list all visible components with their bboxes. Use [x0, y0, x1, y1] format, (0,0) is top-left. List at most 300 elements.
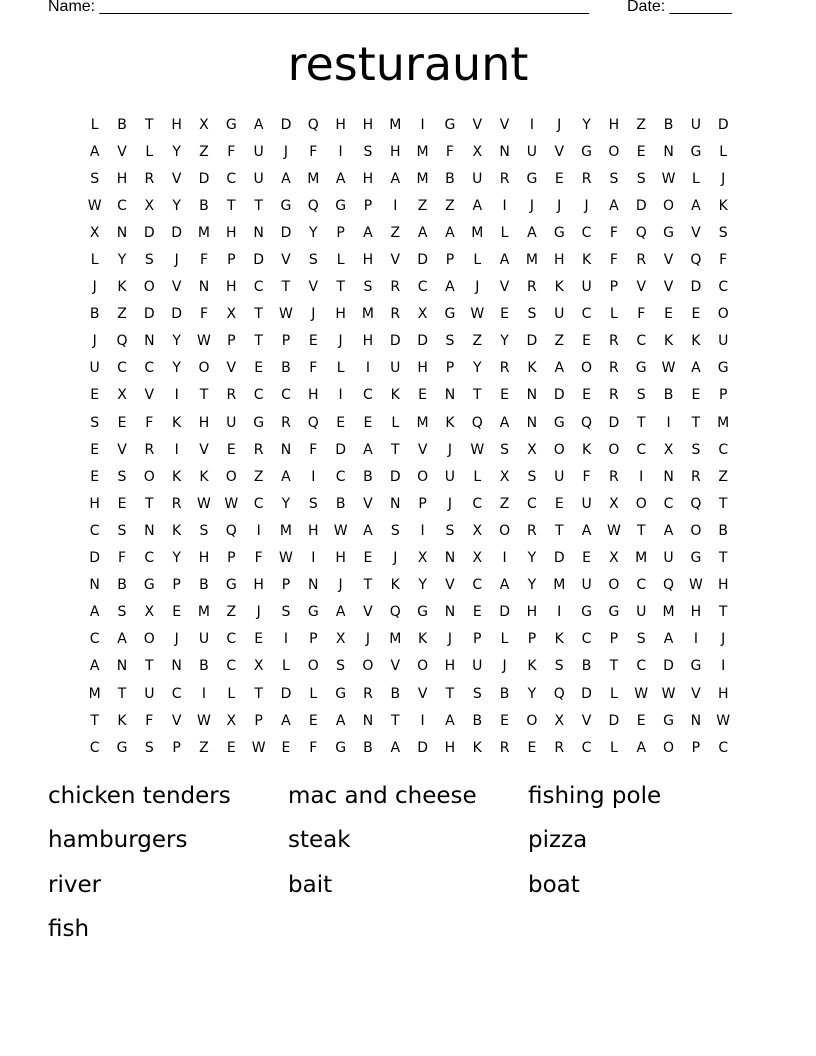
- grid-letter: V: [499, 116, 510, 133]
- grid-letter: R: [281, 414, 291, 431]
- grid-letter: D: [280, 224, 292, 241]
- grid-letter: E: [582, 387, 591, 404]
- grid-row: [81, 165, 737, 192]
- grid-letter: F: [145, 712, 154, 729]
- grid-letter: H: [390, 143, 401, 160]
- grid-letter: S: [472, 685, 482, 702]
- grid-letter: I: [283, 631, 289, 648]
- grid-letter: M: [307, 170, 320, 187]
- grid-letter: M: [416, 414, 429, 431]
- grid-letter: A: [89, 658, 100, 675]
- grid-letter: C: [226, 631, 237, 648]
- grid-letter: N: [444, 604, 456, 621]
- grid-letter: M: [471, 224, 484, 241]
- grid-letter: M: [416, 143, 429, 160]
- grid-letter: U: [718, 333, 729, 350]
- grid-letter: N: [89, 577, 100, 594]
- grid-letter: K: [691, 333, 701, 350]
- grid-letter: E: [472, 604, 482, 621]
- grid-letter: B: [581, 658, 592, 675]
- grid-row: [81, 490, 737, 517]
- grid-letter: S: [308, 252, 318, 269]
- grid-letter: E: [664, 306, 673, 323]
- grid-letter: F: [309, 360, 318, 377]
- grid-letter: Y: [527, 577, 537, 594]
- grid-letter: S: [527, 306, 537, 323]
- grid-letter: X: [554, 712, 565, 729]
- grid-letter: J: [447, 495, 452, 512]
- grid-letter: X: [527, 441, 537, 458]
- grid-letter: J: [365, 631, 371, 648]
- grid-letter: R: [144, 170, 155, 187]
- grid-letter: T: [227, 197, 236, 214]
- grid-letter: I: [693, 631, 698, 648]
- grid-letter: P: [227, 252, 236, 269]
- grid-letter: F: [254, 550, 263, 567]
- grid-letter: A: [691, 360, 701, 377]
- grid-letter: M: [553, 577, 566, 594]
- grid-letter: G: [335, 685, 347, 702]
- grid-letter: I: [174, 441, 179, 458]
- grid-letter: J: [174, 252, 179, 269]
- grid-letter: G: [581, 143, 592, 160]
- grid-letter: F: [117, 550, 127, 567]
- grid-letter: O: [717, 306, 729, 323]
- grid-letter: B: [663, 387, 674, 404]
- word-list-item: pizza: [528, 827, 588, 854]
- grid-letter: H: [362, 333, 374, 350]
- grid-letter: K: [418, 631, 428, 648]
- grid-letter: L: [500, 224, 509, 241]
- grid-letter: K: [172, 522, 182, 539]
- grid-letter: S: [500, 441, 510, 458]
- grid-letter: P: [227, 333, 236, 350]
- grid-letter: D: [280, 685, 292, 702]
- grid-letter: Z: [199, 143, 209, 160]
- grid-letter: T: [390, 712, 400, 729]
- grid-letter: E: [90, 468, 100, 485]
- grid-letter: H: [526, 604, 538, 621]
- grid-letter: E: [90, 387, 100, 404]
- grid-letter: T: [117, 685, 127, 702]
- grid-letter: V: [390, 658, 401, 675]
- grid-letter: P: [445, 360, 455, 377]
- grid-letter: C: [581, 224, 592, 241]
- grid-letter: V: [417, 441, 428, 458]
- grid-letter: Q: [690, 495, 702, 512]
- grid-letter: S: [117, 522, 127, 539]
- grid-letter: H: [198, 550, 210, 567]
- grid-letter: S: [636, 170, 646, 187]
- grid-letter: U: [581, 279, 592, 296]
- grid-letter: C: [89, 522, 100, 539]
- word-list-item: boat: [528, 871, 580, 898]
- grid-letter: H: [335, 550, 346, 567]
- grid-letter: Z: [636, 116, 647, 133]
- grid-letter: L: [309, 685, 318, 702]
- grid-letter: L: [227, 685, 236, 702]
- grid-letter: Y: [172, 143, 181, 160]
- grid-letter: L: [473, 468, 482, 485]
- grid-letter: I: [393, 197, 398, 214]
- grid-letter: A: [335, 604, 346, 621]
- grid-letter: F: [582, 468, 591, 485]
- grid-row: [81, 707, 737, 734]
- grid-letter: W: [470, 441, 485, 458]
- grid-letter: Y: [172, 360, 181, 377]
- grid-letter: E: [363, 550, 373, 567]
- grid-letter: T: [691, 414, 701, 431]
- grid-letter: E: [336, 414, 346, 431]
- grid-letter: R: [390, 279, 401, 296]
- grid-letter: C: [581, 739, 592, 756]
- grid-letter: J: [393, 550, 398, 567]
- grid-letter: U: [526, 143, 538, 160]
- grid-letter: N: [116, 658, 128, 675]
- grid-letter: K: [117, 279, 127, 296]
- grid-letter: E: [418, 387, 428, 404]
- grid-letter: A: [117, 631, 127, 648]
- grid-letter: D: [608, 712, 620, 729]
- grid-letter: U: [253, 170, 264, 187]
- grid-letter: B: [281, 360, 291, 377]
- word-search-grid: [81, 111, 737, 761]
- grid-letter: E: [308, 333, 318, 350]
- grid-letter: E: [90, 441, 100, 458]
- grid-letter: G: [635, 360, 647, 377]
- grid-letter: R: [609, 468, 619, 485]
- grid-letter: P: [418, 495, 427, 512]
- grid-letter: J: [92, 333, 97, 350]
- grid-letter: A: [89, 604, 100, 621]
- grid-letter: Q: [307, 414, 319, 431]
- grid-letter: S: [117, 604, 127, 621]
- grid-row: [81, 246, 737, 273]
- grid-letter: B: [89, 306, 100, 323]
- grid-letter: R: [144, 441, 155, 458]
- grid-row: [81, 274, 737, 301]
- grid-letter: S: [636, 387, 646, 404]
- grid-letter: M: [197, 224, 211, 241]
- grid-letter: L: [609, 739, 618, 756]
- grid-letter: E: [117, 495, 127, 512]
- grid-letter: K: [390, 577, 400, 594]
- grid-letter: V: [691, 685, 701, 702]
- grid-row: [81, 436, 737, 463]
- grid-letter: M: [389, 631, 402, 648]
- grid-letter: P: [309, 631, 318, 648]
- grid-letter: U: [472, 170, 483, 187]
- grid-letter: K: [172, 468, 182, 485]
- grid-letter: T: [145, 495, 154, 512]
- grid-letter: P: [609, 279, 619, 296]
- grid-row: [81, 572, 737, 599]
- grid-letter: I: [338, 387, 343, 404]
- grid-letter: D: [335, 441, 346, 458]
- grid-letter: A: [554, 360, 565, 377]
- grid-letter: M: [717, 414, 730, 431]
- grid-letter: I: [174, 387, 179, 404]
- grid-letter: W: [197, 333, 211, 350]
- grid-letter: Q: [307, 116, 319, 133]
- grid-letter: L: [90, 116, 99, 133]
- grid-letter: A: [445, 224, 455, 241]
- grid-row: [81, 301, 737, 328]
- grid-row: [81, 111, 737, 138]
- word-list-item: mac and cheese: [288, 783, 477, 809]
- grid-letter: S: [445, 333, 455, 350]
- grid-letter: P: [445, 252, 455, 269]
- grid-letter: U: [198, 631, 210, 648]
- grid-letter: M: [635, 550, 648, 567]
- grid-letter: X: [417, 550, 428, 567]
- grid-letter: A: [499, 577, 510, 594]
- grid-letter: J: [557, 197, 562, 214]
- grid-letter: N: [526, 387, 538, 404]
- grid-letter: C: [718, 739, 729, 756]
- grid-letter: O: [608, 143, 620, 160]
- grid-letter: F: [309, 441, 318, 458]
- grid-letter: O: [553, 441, 565, 458]
- grid-letter: X: [472, 143, 483, 160]
- grid-letter: D: [553, 387, 565, 404]
- grid-letter: I: [256, 522, 261, 539]
- grid-letter: Q: [389, 604, 401, 621]
- grid-letter: S: [308, 495, 318, 512]
- grid-letter: R: [390, 306, 401, 323]
- grid-letter: Y: [472, 360, 482, 377]
- grid-letter: D: [143, 306, 155, 323]
- grid-letter: L: [145, 143, 154, 160]
- grid-letter: I: [721, 658, 726, 675]
- grid-letter: N: [253, 224, 264, 241]
- grid-letter: G: [307, 604, 319, 621]
- grid-letter: V: [554, 143, 565, 160]
- grid-letter: T: [636, 414, 646, 431]
- grid-letter: Y: [500, 333, 509, 350]
- grid-letter: B: [363, 468, 373, 485]
- grid-letter: O: [499, 522, 511, 539]
- grid-letter: O: [663, 739, 675, 756]
- grid-letter: K: [472, 739, 482, 756]
- grid-letter: J: [721, 631, 726, 648]
- grid-letter: P: [336, 224, 345, 241]
- grid-letter: W: [688, 577, 703, 594]
- grid-letter: G: [225, 577, 237, 594]
- grid-letter: T: [336, 279, 345, 296]
- grid-letter: Z: [390, 224, 401, 241]
- grid-letter: J: [283, 143, 289, 160]
- grid-letter: O: [608, 441, 620, 458]
- grid-letter: N: [526, 414, 538, 431]
- grid-letter: N: [144, 333, 155, 350]
- grid-letter: C: [117, 197, 127, 214]
- grid-letter: P: [281, 577, 291, 594]
- grid-letter: K: [117, 712, 127, 729]
- grid-letter: N: [663, 143, 674, 160]
- grid-letter: W: [606, 522, 621, 539]
- grid-letter: G: [225, 116, 237, 133]
- grid-letter: U: [581, 577, 592, 594]
- grid-letter: Y: [172, 197, 181, 214]
- grid-row: [81, 545, 737, 572]
- grid-letter: K: [527, 360, 537, 377]
- grid-letter: I: [311, 550, 316, 567]
- grid-letter: G: [444, 306, 456, 323]
- grid-letter: Z: [117, 306, 127, 323]
- grid-letter: T: [636, 522, 646, 539]
- grid-letter: F: [637, 306, 646, 323]
- grid-letter: I: [639, 468, 644, 485]
- grid-letter: W: [224, 495, 239, 512]
- grid-letter: C: [636, 577, 647, 594]
- grid-letter: A: [363, 522, 373, 539]
- grid-letter: X: [253, 658, 264, 675]
- grid-letter: D: [198, 170, 210, 187]
- grid-letter: W: [716, 712, 731, 729]
- grid-letter: C: [144, 360, 155, 377]
- grid-letter: Y: [418, 577, 427, 594]
- grid-letter: K: [527, 658, 537, 675]
- grid-letter: H: [335, 306, 346, 323]
- grid-letter: Y: [527, 685, 537, 702]
- grid-letter: A: [363, 224, 373, 241]
- grid-letter: H: [362, 116, 374, 133]
- grid-letter: A: [581, 522, 592, 539]
- word-list-item: hamburgers: [48, 827, 188, 854]
- grid-letter: Z: [199, 739, 209, 756]
- grid-letter: U: [226, 414, 237, 431]
- grid-letter: D: [280, 116, 292, 133]
- grid-letter: U: [89, 360, 100, 377]
- grid-letter: S: [636, 631, 646, 648]
- grid-letter: T: [363, 577, 373, 594]
- grid-letter: A: [499, 252, 510, 269]
- grid-letter: C: [581, 306, 592, 323]
- grid-letter: C: [663, 495, 674, 512]
- grid-letter: X: [609, 495, 619, 512]
- grid-letter: M: [662, 604, 675, 621]
- grid-letter: D: [635, 197, 647, 214]
- grid-letter: J: [557, 116, 562, 133]
- grid-letter: R: [609, 387, 619, 404]
- grid-letter: S: [554, 658, 564, 675]
- grid-letter: P: [172, 577, 181, 594]
- grid-row: [81, 680, 737, 707]
- word-list-item: steak: [288, 827, 351, 854]
- grid-letter: O: [663, 197, 675, 214]
- grid-letter: I: [420, 712, 425, 729]
- grid-letter: C: [335, 468, 346, 485]
- grid-letter: X: [226, 306, 237, 323]
- grid-letter: Y: [527, 550, 537, 567]
- grid-letter: G: [553, 414, 565, 431]
- grid-letter: I: [420, 522, 425, 539]
- grid-letter: C: [171, 685, 182, 702]
- grid-letter: T: [390, 441, 400, 458]
- grid-letter: X: [89, 224, 100, 241]
- grid-letter: B: [199, 197, 209, 214]
- grid-letter: R: [226, 387, 237, 404]
- grid-letter: R: [527, 279, 537, 296]
- grid-letter: H: [444, 658, 456, 675]
- grid-letter: Q: [663, 577, 675, 594]
- grid-letter: R: [554, 739, 565, 756]
- grid-letter: H: [417, 360, 428, 377]
- grid-letter: G: [690, 143, 702, 160]
- grid-letter: O: [362, 658, 374, 675]
- grid-letter: K: [554, 279, 564, 296]
- grid-letter: E: [226, 441, 236, 458]
- grid-letter: D: [417, 252, 428, 269]
- grid-letter: Y: [309, 224, 318, 241]
- grid-letter: I: [311, 468, 316, 485]
- grid-letter: N: [144, 522, 155, 539]
- grid-row: [81, 382, 737, 409]
- grid-letter: K: [663, 333, 674, 350]
- grid-letter: R: [527, 522, 537, 539]
- grid-letter: E: [172, 604, 182, 621]
- grid-letter: H: [362, 252, 374, 269]
- grid-letter: E: [582, 550, 591, 567]
- grid-letter: P: [172, 739, 181, 756]
- grid-letter: R: [499, 170, 510, 187]
- grid-letter: N: [390, 495, 401, 512]
- grid-letter: W: [634, 685, 649, 702]
- grid-letter: U: [663, 550, 674, 567]
- puzzle-title: resturaunt: [287, 37, 529, 91]
- grid-letter: Y: [582, 116, 591, 133]
- grid-letter: K: [581, 252, 592, 269]
- grid-row: [81, 599, 737, 626]
- grid-letter: G: [581, 604, 592, 621]
- grid-letter: I: [557, 604, 562, 621]
- grid-letter: A: [499, 414, 510, 431]
- grid-letter: H: [308, 522, 319, 539]
- grid-letter: X: [335, 631, 346, 648]
- grid-letter: S: [691, 441, 701, 458]
- grid-letter: T: [609, 658, 619, 675]
- grid-letter: X: [472, 550, 483, 567]
- grid-letter: T: [254, 197, 263, 214]
- grid-letter: K: [554, 631, 564, 648]
- grid-letter: L: [90, 252, 99, 269]
- grid-letter: S: [718, 224, 728, 241]
- grid-letter: H: [171, 116, 182, 133]
- grid-letter: X: [199, 116, 209, 133]
- grid-letter: N: [444, 550, 456, 567]
- grid-letter: J: [174, 631, 179, 648]
- grid-letter: C: [253, 279, 264, 296]
- grid-letter: L: [609, 306, 618, 323]
- grid-letter: B: [363, 739, 373, 756]
- grid-letter: C: [472, 577, 483, 594]
- grid-letter: R: [363, 685, 373, 702]
- grid-letter: C: [581, 631, 592, 648]
- grid-letter: S: [90, 414, 100, 431]
- grid-letter: A: [445, 712, 455, 729]
- grid-letter: D: [553, 550, 565, 567]
- grid-letter: H: [253, 577, 264, 594]
- grid-letter: E: [554, 495, 564, 512]
- grid-letter: W: [279, 550, 293, 567]
- grid-letter: T: [472, 387, 482, 404]
- grid-letter: C: [253, 495, 264, 512]
- grid-letter: U: [253, 143, 264, 160]
- grid-row: [81, 626, 737, 653]
- grid-letter: Z: [417, 197, 428, 214]
- grid-letter: B: [718, 522, 729, 539]
